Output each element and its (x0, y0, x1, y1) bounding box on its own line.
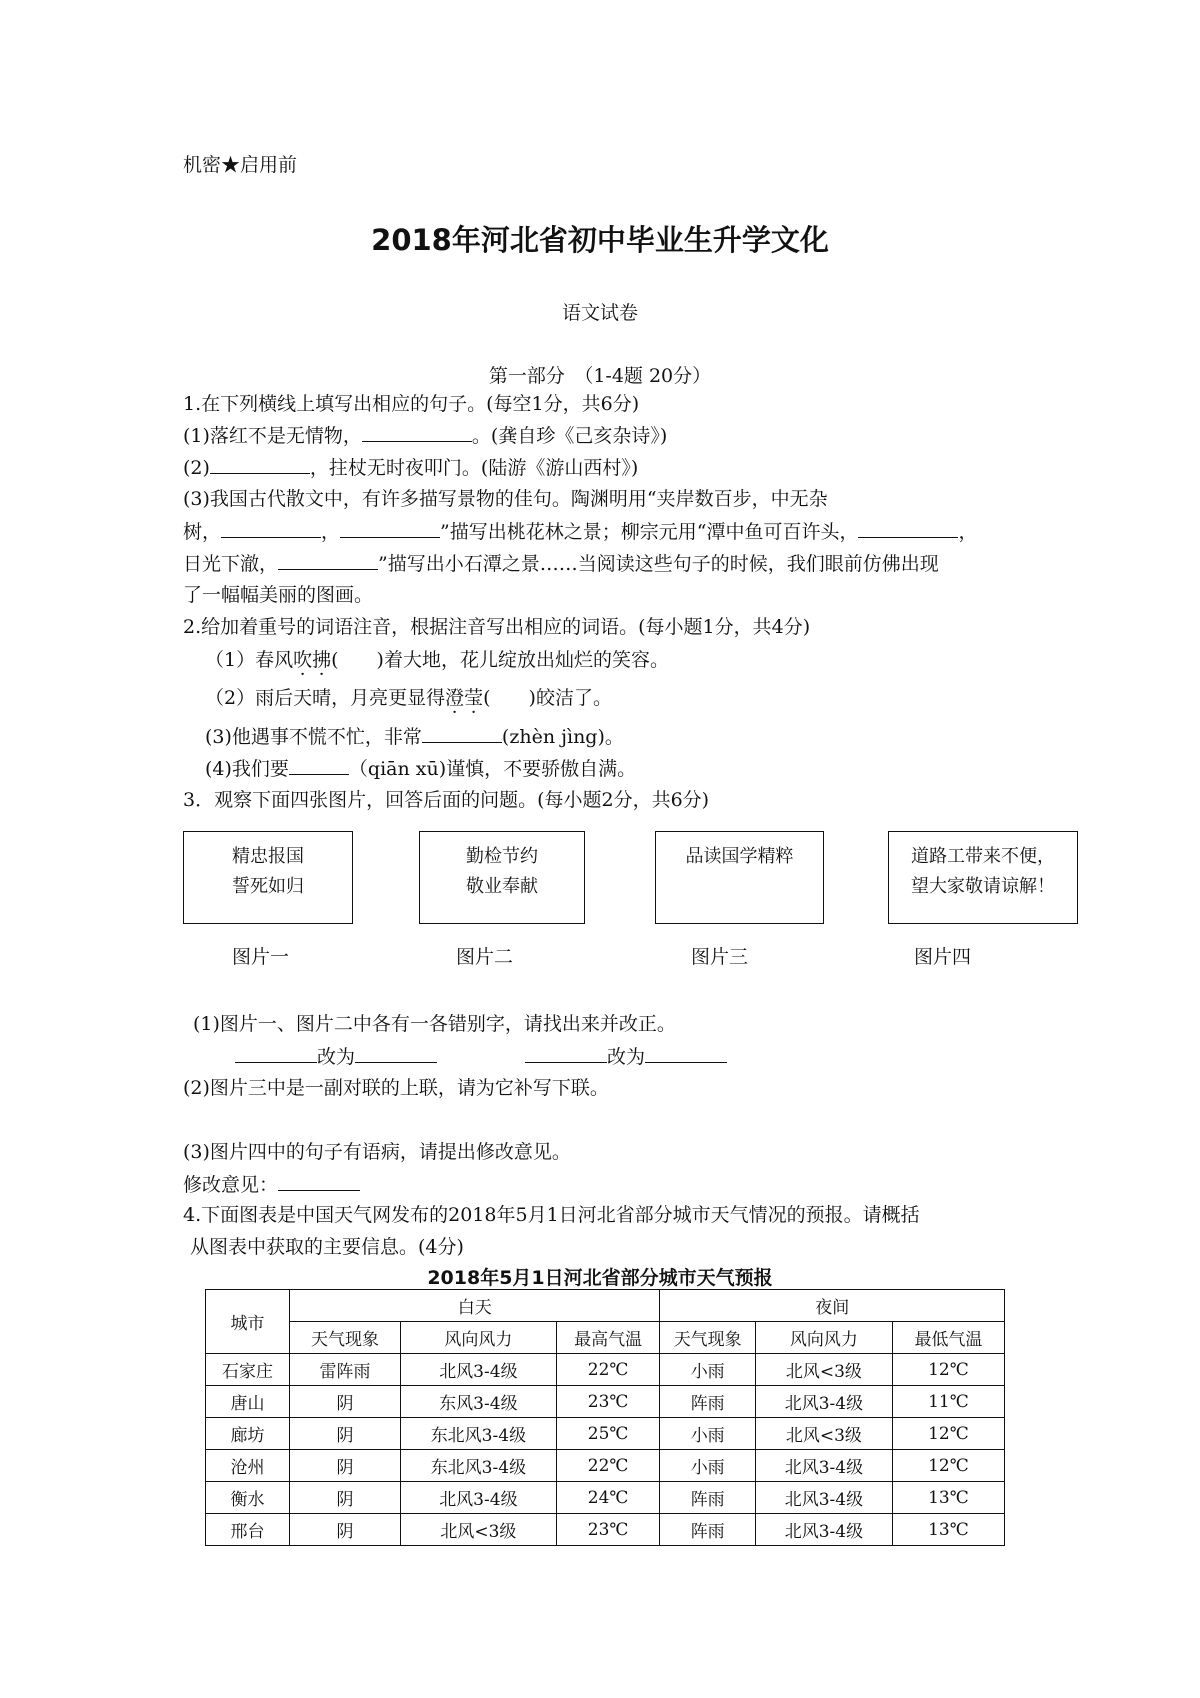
q1-sub3-text-e: 日光下澈， (183, 553, 279, 575)
cell-night-weather: 小雨 (660, 1450, 755, 1482)
cell-city: 邢台 (206, 1514, 290, 1546)
picture-text: 敬业奉献 (466, 876, 538, 897)
exam-title: 2018年河北省初中毕业生升学文化 (371, 223, 829, 257)
cell-day-wind: 东北风3-4级 (401, 1418, 557, 1450)
cell-night-weather: 阵雨 (660, 1482, 755, 1514)
cell-high: 22℃ (556, 1450, 660, 1482)
picture-two (419, 831, 585, 924)
cell-high: 22℃ (556, 1354, 660, 1386)
picture-text: 勤检节约 (466, 846, 538, 867)
header-day: 白天 (290, 1290, 660, 1322)
cell-night-wind: 北风<3级 (755, 1354, 892, 1386)
answer-blank[interactable] (340, 519, 440, 538)
emphasis-char: 澄 (445, 687, 465, 709)
answer-blank[interactable] (278, 1172, 360, 1191)
q2-sub4-text-b: （qiān xū)谨慎，不要骄傲自满。 (348, 758, 637, 780)
q2-sub4 (205, 756, 636, 781)
cell-day-wind: 北风3-4级 (401, 1482, 557, 1514)
picture-text: 精忠报国 (232, 846, 304, 867)
cell-day-wind: 东北风3-4级 (401, 1450, 557, 1482)
cell-day-weather: 阴 (290, 1386, 401, 1418)
cell-night-weather: 阵雨 (660, 1514, 755, 1546)
emphasis-char: 莹 (464, 687, 484, 709)
table-title: 2018年5月1日河北省部分城市天气预报 (427, 1267, 773, 1289)
q2-sub1-text-a: （1）春风 (205, 649, 294, 671)
q1-sub3-line3 (183, 551, 939, 576)
q1-sub2-text-a: (2) (183, 457, 210, 479)
cell-night-wind: 北风3-4级 (755, 1450, 892, 1482)
cell-low: 12℃ (892, 1354, 1004, 1386)
answer-blank[interactable] (645, 1044, 727, 1063)
q1-sub3-text-b: ， (321, 521, 341, 543)
q2-sub2-text-b: ( )皎洁了。 (483, 687, 612, 709)
q2-sub4-text-a: (4)我们要 (205, 758, 289, 780)
q1-sub1 (183, 423, 667, 448)
q2-sub3 (205, 724, 624, 749)
secret-mark: 机密★启用前 (183, 154, 298, 176)
q3-sub3: (3)图片四中的句子有语病，请提出修改意见。 (183, 1141, 571, 1163)
picture-text: 道路工带来不便， (911, 846, 1055, 867)
answer-blank[interactable] (278, 551, 378, 570)
picture-one (183, 831, 353, 924)
cell-city: 石家庄 (206, 1354, 290, 1386)
q2-sub1-text-b: ( )着大地，花儿绽放出灿烂的笑容。 (331, 649, 669, 671)
answer-blank[interactable] (289, 756, 349, 775)
cell-night-weather: 阵雨 (660, 1386, 755, 1418)
cell-low: 11℃ (892, 1386, 1004, 1418)
cell-day-wind: 北风<3级 (401, 1514, 557, 1546)
part-heading: 第一部分 （1-4题 20分） (488, 365, 712, 387)
picture-text: 品读国学精粹 (685, 846, 794, 867)
q2-stem: 2.给加着重号的词语注音，根据注音写出相应的词语。(每小题1分，共4分) (183, 616, 811, 638)
q1-sub2-text-b: ，拄杖无时夜叩门。(陆游《游山西村》) (309, 457, 639, 479)
cell-low: 13℃ (892, 1514, 1004, 1546)
header-city: 城市 (206, 1290, 290, 1354)
q3-stem: 3．观察下面四张图片，回答后面的问题。(每小题2分，共6分) (183, 789, 710, 811)
q2-sub3-text-b: (zhèn jìng)。 (501, 726, 624, 748)
cell-night-wind: 北风3-4级 (755, 1514, 892, 1546)
cell-night-wind: 北风3-4级 (755, 1386, 892, 1418)
q1-sub3-line4: 了一幅幅美丽的图画。 (183, 584, 374, 606)
cell-city: 廊坊 (206, 1418, 290, 1450)
header-night-wind: 风向风力 (755, 1322, 892, 1354)
picture-caption: 图片二 (456, 946, 514, 968)
cell-day-weather: 阴 (290, 1450, 401, 1482)
answer-blank[interactable] (355, 1044, 437, 1063)
weather-table (205, 1289, 1005, 1546)
answer-blank[interactable] (235, 1044, 317, 1063)
picture-text: 誓死如归 (232, 876, 304, 897)
cell-city: 衡水 (206, 1482, 290, 1514)
cell-low: 13℃ (892, 1482, 1004, 1514)
header-day-weather: 天气现象 (290, 1322, 401, 1354)
picture-caption: 图片四 (914, 946, 972, 968)
q2-sub2-text-a: （2）雨后天晴，月亮更显得 (205, 687, 446, 709)
emphasis-char: 吹 (293, 649, 313, 671)
cell-high: 24℃ (556, 1482, 660, 1514)
header-low-temp: 最低气温 (892, 1322, 1004, 1354)
q1-sub3-text-f: ”描写出小石潭之景……当阅读这些句子的时候，我们眼前仿佛出现 (378, 553, 939, 575)
exam-subtitle: 语文试卷 (561, 302, 638, 324)
cell-low: 12℃ (892, 1418, 1004, 1450)
q2-sub2 (205, 686, 612, 710)
answer-blank[interactable] (422, 724, 502, 743)
table-row (206, 1386, 1005, 1418)
q1-sub3-text-a: 树， (183, 521, 222, 543)
q3-sub3-answer (183, 1172, 360, 1197)
answer-blank[interactable] (858, 519, 958, 538)
cell-day-weather: 阴 (290, 1514, 401, 1546)
header-night-weather: 天气现象 (660, 1322, 755, 1354)
header-night: 夜间 (660, 1290, 1005, 1322)
cell-city: 沧州 (206, 1450, 290, 1482)
cell-day-wind: 北风3-4级 (401, 1354, 557, 1386)
revision-label: 修改意见： (183, 1174, 279, 1196)
q1-sub1-text-a: (1)落红不是无情物， (183, 425, 362, 447)
cell-night-wind: 北风3-4级 (755, 1482, 892, 1514)
table-row (206, 1354, 1005, 1386)
answer-blank[interactable] (221, 519, 321, 538)
q3-sub1: (1)图片一、图片二中各有一各错别字，请找出来并改正。 (193, 1013, 676, 1035)
table-row (206, 1450, 1005, 1482)
q1-stem: 1.在下列横线上填写出相应的句子。(每空1分，共6分) (183, 393, 640, 415)
header-high-temp: 最高气温 (556, 1322, 660, 1354)
cell-night-wind: 北风<3级 (755, 1418, 892, 1450)
q1-sub3-line2 (183, 519, 977, 544)
table-row (206, 1482, 1005, 1514)
q3-sub2: (2)图片三中是一副对联的上联，请为它补写下联。 (183, 1077, 609, 1099)
cell-night-weather: 小雨 (660, 1418, 755, 1450)
picture-caption: 图片三 (691, 946, 749, 968)
q1-sub1-text-b: 。(龚自珍《己亥杂诗》) (471, 425, 668, 447)
q4-stem-line1: 4.下面图表是中国天气网发布的2018年5月1日河北省部分城市天气情况的预报。请概括 (183, 1204, 920, 1226)
cell-high: 23℃ (556, 1386, 660, 1418)
cell-high: 23℃ (556, 1514, 660, 1546)
table-row (206, 1418, 1005, 1450)
cell-day-weather: 雷阵雨 (290, 1354, 401, 1386)
q2-sub3-text-a: (3)他遇事不慌不忙，非常 (205, 726, 422, 748)
q1-sub3-text-d: ， (958, 521, 978, 543)
answer-blank[interactable] (525, 1044, 607, 1063)
q2-sub1 (205, 648, 669, 672)
q1-sub3-text-c: ”描写出桃花林之景；柳宗元用“潭中鱼可百许头， (440, 521, 859, 543)
cell-day-weather: 阴 (290, 1418, 401, 1450)
picture-four (888, 831, 1078, 924)
cell-high: 25℃ (556, 1418, 660, 1450)
header-day-wind: 风向风力 (401, 1322, 557, 1354)
change-to-label: 改为 (317, 1046, 356, 1068)
cell-day-wind: 东风3-4级 (401, 1386, 557, 1418)
cell-city: 唐山 (206, 1386, 290, 1418)
q1-sub2 (183, 455, 638, 480)
picture-caption: 图片一 (232, 946, 290, 968)
q1-sub3-line1: (3)我国古代散文中，有许多描写景物的佳句。陶渊明用“夹岸数百步，中无杂 (183, 488, 828, 510)
emphasis-char: 拂 (312, 649, 332, 671)
table-row (206, 1514, 1005, 1546)
cell-low: 12℃ (892, 1450, 1004, 1482)
q4-stem-line2: 从图表中获取的主要信息。(4分) (190, 1236, 464, 1258)
answer-blank[interactable] (362, 423, 472, 442)
cell-day-weather: 阴 (290, 1482, 401, 1514)
answer-blank[interactable] (210, 455, 310, 474)
picture-three (655, 831, 824, 924)
change-to-label: 改为 (607, 1046, 646, 1068)
cell-night-weather: 小雨 (660, 1354, 755, 1386)
q3-sub1-answers (235, 1044, 727, 1069)
picture-text: 望大家敬请谅解！ (911, 876, 1055, 897)
